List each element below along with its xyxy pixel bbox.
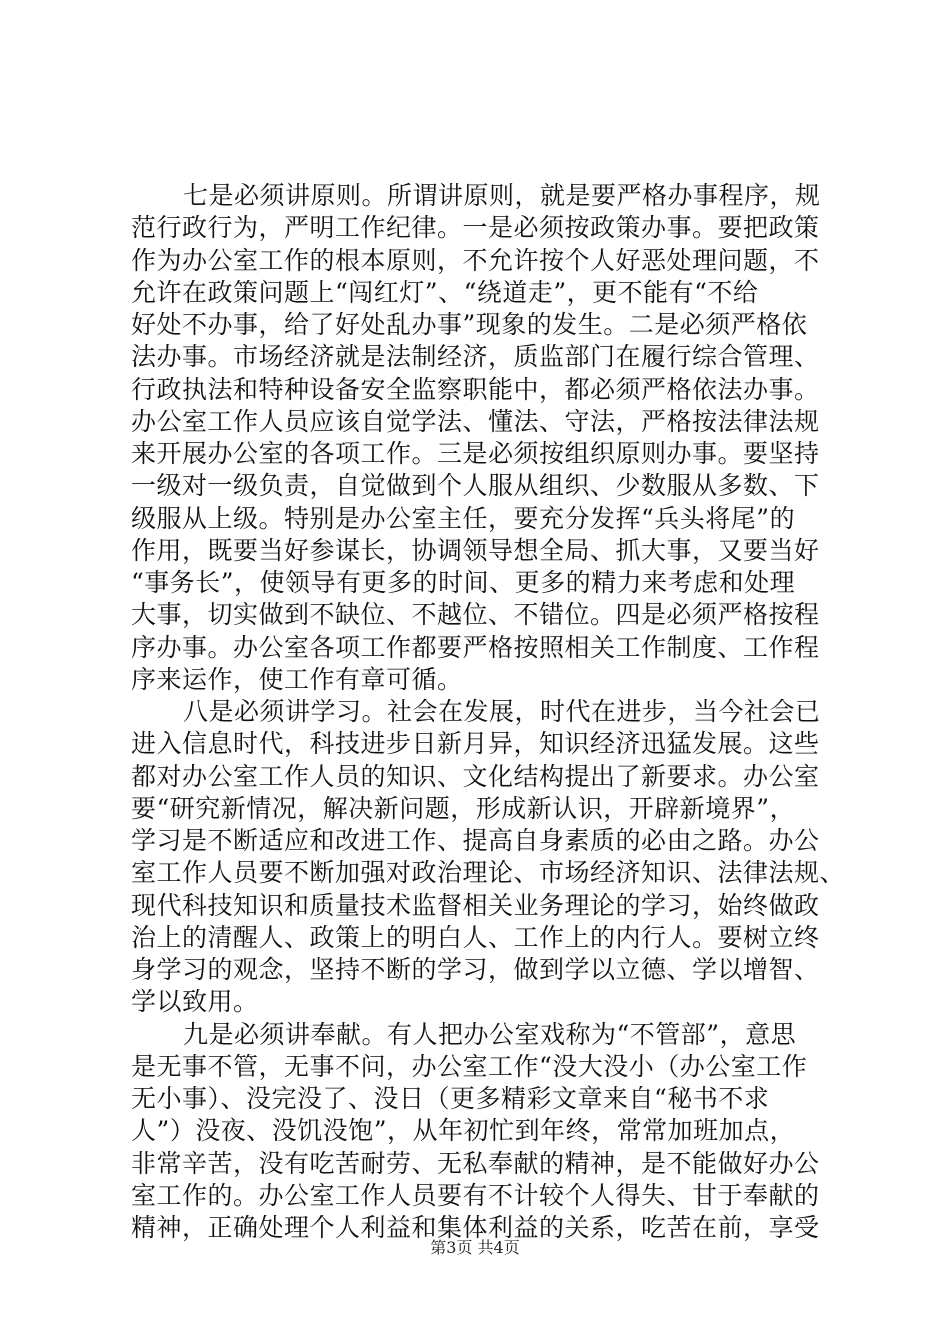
paragraph-7-line: 办公室工作人员应该自觉学法、懂法、守法，严格按法律法规 — [131, 406, 820, 436]
paragraph-9-line: 人”）没夜、没饥没饱”，从年初忙到年终，常常加班加点， — [131, 1116, 796, 1146]
paragraph-7-line: 范行政行为，严明工作纪律。一是必须按政策办事。要把政策 — [131, 213, 820, 243]
paragraph-9-line: 九是必须讲奉献。有人把办公室戏称为“不管部”，意思 — [183, 1019, 797, 1049]
paragraph-7-line: 七是必须讲原则。所谓讲原则，就是要严格办事程序，规 — [183, 181, 821, 210]
paragraph-7-line: 作用，既要当好参谋长，协调领导想全局、抓大事，又要当好 — [131, 535, 820, 565]
page-number-footer: 第3页 共4页 — [430, 1238, 520, 1257]
document-body — [131, 180, 846, 1244]
paragraph-7-line: 法办事。市场经济就是法制经济，质监部门在履行综合管理、 — [131, 342, 820, 372]
paragraph-8-line: 八是必须讲学习。社会在发展，时代在进步，当今社会已 — [183, 697, 821, 726]
paragraph-7-line: 来开展办公室的各项工作。三是必须按组织原则办事。要坚持 — [131, 439, 820, 468]
paragraph-7-line: “事务长”，使领导有更多的时间、更多的精力来考虑和处理 — [131, 568, 796, 597]
paragraph-8-line: 进入信息时代，科技进步日新月异，知识经济迅猛发展。这些 — [131, 729, 820, 759]
paragraph-7-line: 序办事。办公室各项工作都要严格按照相关工作制度、工作程 — [131, 632, 820, 662]
paragraph-9-line: 是无事不管，无事不问，办公室工作“没大没小（办公室工作 — [131, 1051, 808, 1081]
paragraph-9-line: 室工作的。办公室工作人员要有不计较个人得失、甘于奉献的 — [131, 1180, 820, 1210]
paragraph-7-line: 一级对一级负责，自觉做到个人服从组织、少数服从多数、下 — [131, 471, 820, 501]
paragraph-8-line: 学习是不断适应和改进工作、提高自身素质的必由之路。办公 — [131, 826, 820, 855]
paragraph-7-line: 大事，切实做到不缺位、不越位、不错位。四是必须严格按程 — [131, 600, 820, 630]
paragraph-9-line: 无小事）、没完没了、没日（更多精彩文章来自“秘书不求 — [131, 1084, 770, 1113]
paragraph-9-line: 非常辛苦，没有吃苦耐劳、无私奉献的精神，是不能做好办公 — [131, 1148, 820, 1178]
paragraph-7-line: 序来运作，使工作有章可循。 — [131, 664, 463, 694]
paragraph-7-line: 好处不办事，给了好处乱办事”现象的发生。二是必须严格依 — [131, 310, 808, 339]
paragraph-7-line: 行政执法和特种设备安全监察职能中，都必须严格依法办事。 — [131, 374, 820, 404]
paragraph-8-line: 现代科技知识和质量技术监督相关业务理论的学习，始终做政 — [131, 890, 820, 920]
paragraph-8-line: 治上的清醒人、政策上的明白人、工作上的内行人。要树立终 — [131, 922, 820, 952]
paragraph-7-line: 级服从上级。特别是办公室主任，要充分发挥“兵头将尾”的 — [131, 503, 796, 533]
paragraph-8-line: 要“研究新情况，解决新问题，形成新认识，开辟新境界”， — [131, 793, 796, 823]
paragraph-8-line: 学以致用。 — [131, 987, 259, 1017]
paragraph-9-line: 精神，正确处理个人利益和集体利益的关系，吃苦在前，享受 — [131, 1213, 820, 1242]
paragraph-7-line: 作为办公室工作的根本原则，不允许按个人好恶处理问题，不 — [131, 245, 820, 275]
paragraph-7-line: 允许在政策问题上“闯红灯”、“绕道走”，更不能有“不给 — [131, 277, 759, 307]
paragraph-8-line: 室工作人员要不断加强对政治理论、市场经济知识、法律法规、 — [131, 858, 846, 888]
paragraph-8-line: 身学习的观念，坚持不断的学习，做到学以立德、学以增智、 — [131, 955, 820, 984]
paragraph-8-line: 都对办公室工作人员的知识、文化结构提出了新要求。办公室 — [131, 761, 820, 791]
